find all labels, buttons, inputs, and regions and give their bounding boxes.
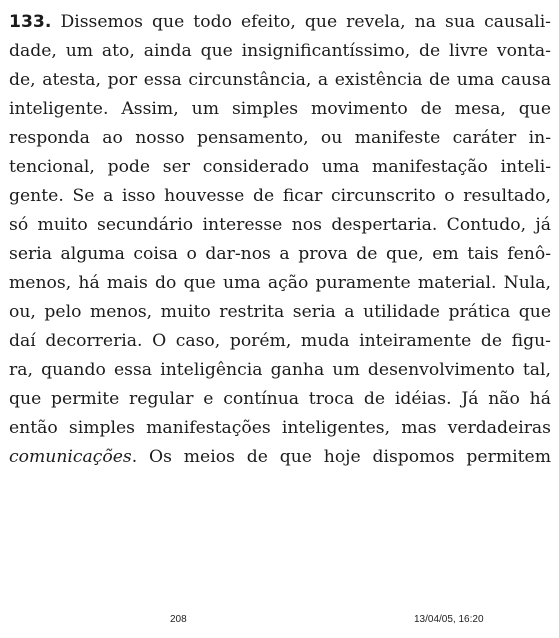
page-number: 208 bbox=[170, 614, 187, 625]
print-timestamp: 13/04/05, 16:20 bbox=[414, 614, 484, 625]
text-line: ou, pelo menos, muito restrita seria a utilidade prática que bbox=[9, 302, 551, 322]
text-line: seria alguma coisa o dar-nos a prova de que, em tais fenô- bbox=[9, 244, 551, 264]
text-line: só muito secundário interesse nos despertaria. Contudo, já bbox=[9, 215, 551, 235]
text-line: inteligente. Assim, um simples movimento de mesa, que bbox=[9, 99, 551, 119]
text-line: menos, há mais do que uma ação puramente material. Nula, bbox=[9, 273, 551, 293]
text-line: ra, quando essa inteligência ganha um desenvolvimento tal, bbox=[9, 360, 551, 380]
paragraph-133 bbox=[9, 8, 551, 472]
text-line bbox=[9, 8, 551, 37]
text-line: daí decorreria. O caso, porém, muda inteiramente de figu- bbox=[9, 331, 551, 351]
text-line-content: . Os meios de que hoje dispomos permitem bbox=[131, 447, 551, 467]
text-line: dade, um ato, ainda que insignificantíssimo, de livre vonta- bbox=[9, 41, 551, 61]
text-line-content: Dissemos que todo efeito, que revela, na sua causali- bbox=[51, 12, 551, 32]
text-line: então simples manifestações inteligentes, mas verdadeiras bbox=[9, 418, 551, 438]
text-line: de, atesta, por essa circunstância, a existência de uma causa bbox=[9, 70, 551, 90]
text-line: gente. Se a isso houvesse de ficar circunscrito o resultado, bbox=[9, 186, 551, 206]
text-line bbox=[9, 443, 551, 472]
paragraph-number: 133. bbox=[9, 12, 52, 32]
text-line: que permite regular e contínua troca de idéias. Já não há bbox=[9, 389, 551, 409]
text-line: responda ao nosso pensamento, ou manifeste caráter in- bbox=[9, 128, 551, 148]
italic-term: comunicações bbox=[9, 447, 132, 467]
text-line: tencional, pode ser considerado uma manifestação inteli- bbox=[9, 157, 551, 177]
